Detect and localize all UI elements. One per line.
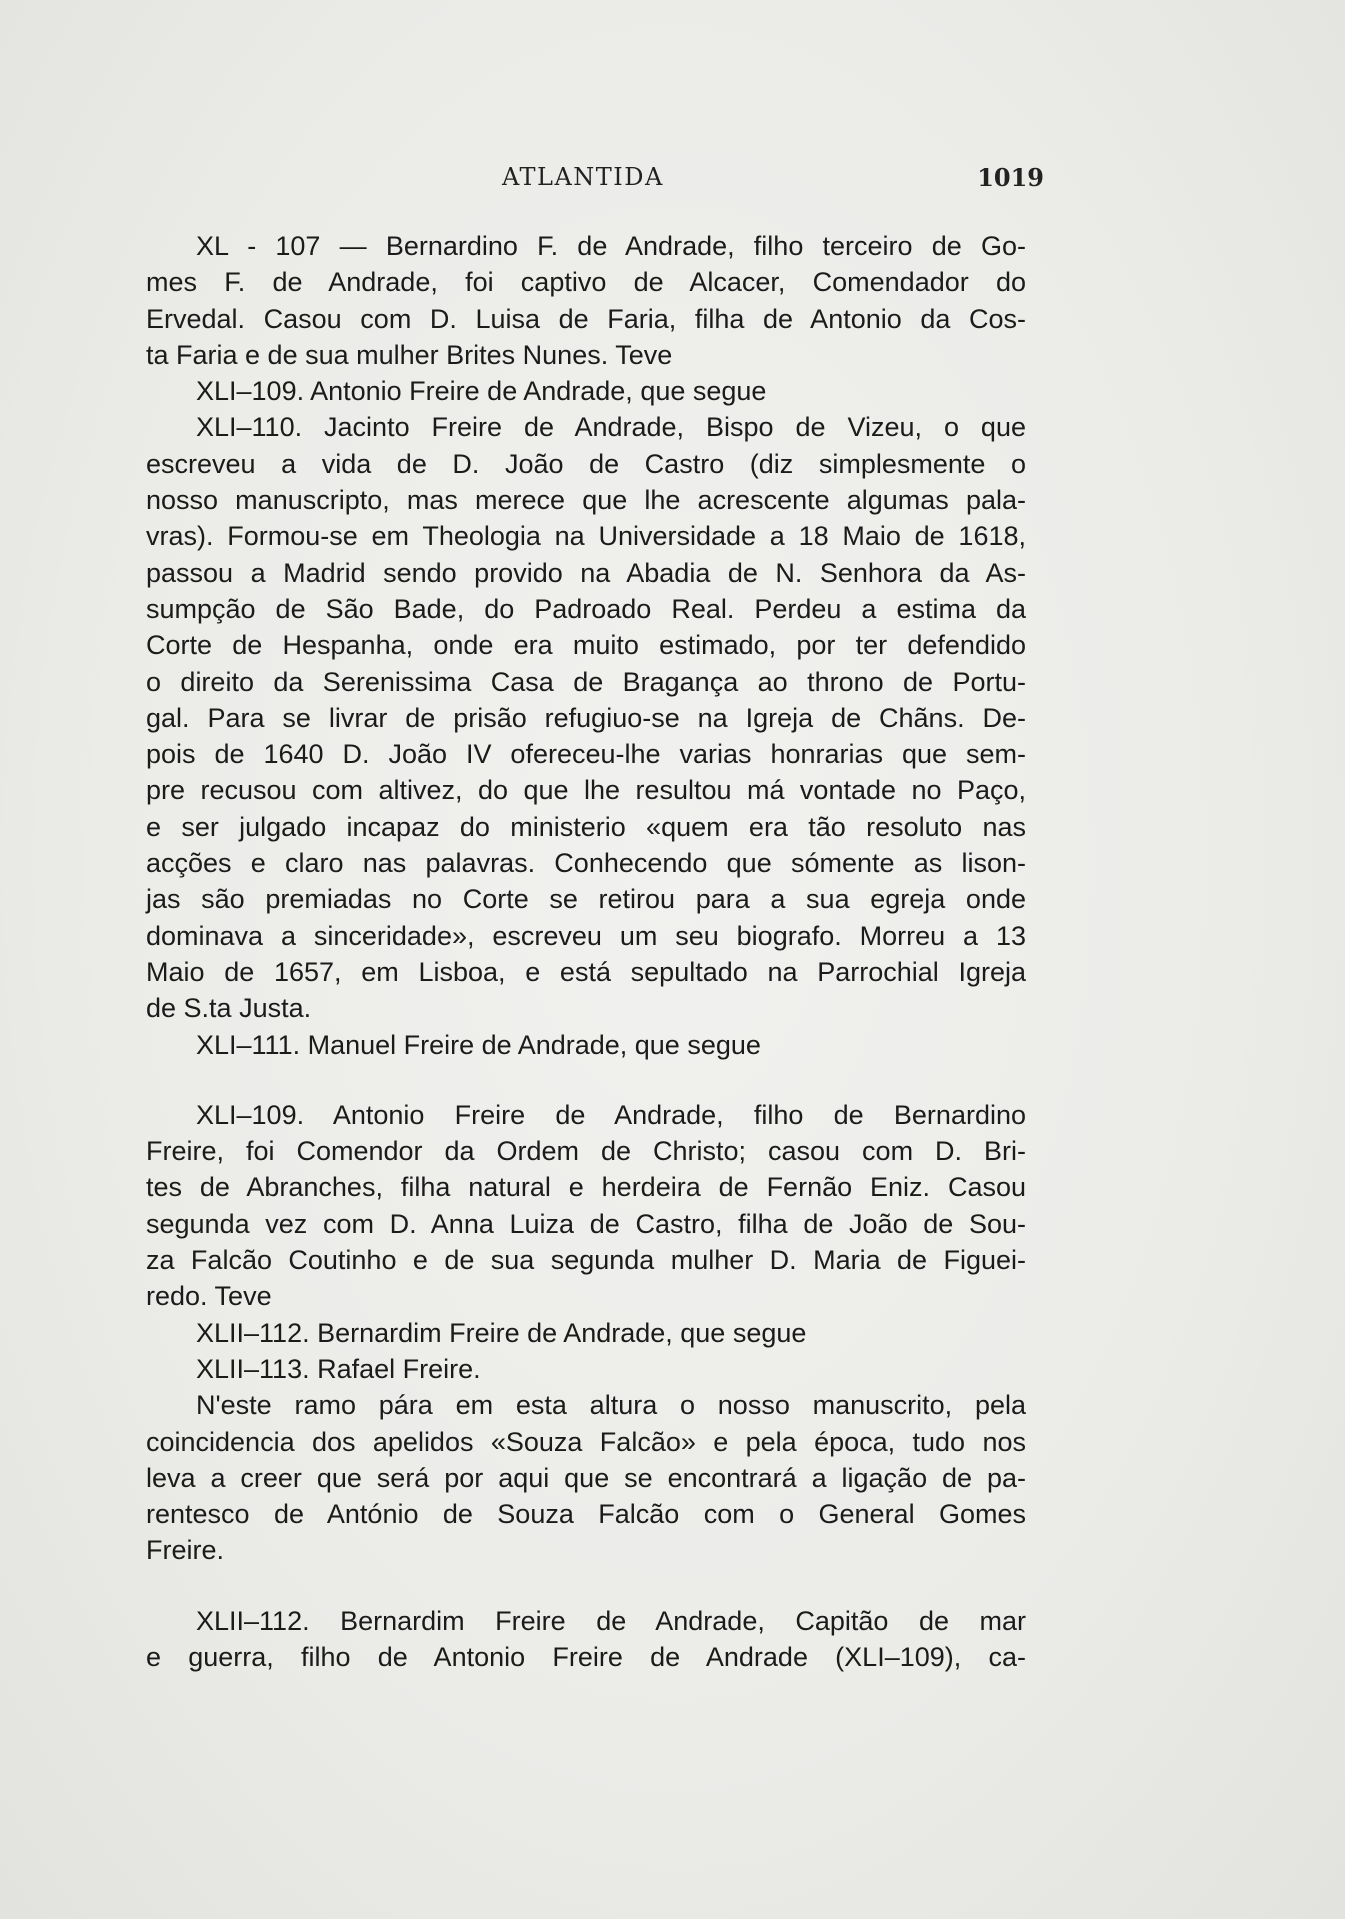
paragraph-gap (146, 1063, 1026, 1097)
text-line: Ervedal. Casou com D. Luisa de Faria, filha de Antonio da Cos- (146, 303, 1026, 334)
text-line: gal. Para se livrar de prisão refugiuo-se na Igreja de Chãns. De- (146, 702, 1026, 733)
body-text (146, 228, 1026, 1675)
text-line: Corte de Hespanha, onde era muito estimado, por ter defendido (146, 630, 1026, 661)
text-line: rentesco de António de Souza Falcão com o General Gomes (146, 1499, 1026, 1530)
text-line: XLII–112. Bernardim Freire de Andrade, Capitão de mar (196, 1605, 1026, 1636)
text-line: XLI–109. Antonio Freire de Andrade, filho de Bernardino (196, 1099, 1026, 1130)
text-line: N'este ramo pára em esta altura o nosso manuscrito, pela (196, 1390, 1026, 1421)
text-line: redo. Teve (146, 1281, 272, 1312)
text-line: Maio de 1657, em Lisboa, e está sepultado na Parrochial Igreja (146, 956, 1026, 987)
text-line: dominava a sinceridade», escreveu um seu biografo. Morreu a 13 (146, 920, 1026, 951)
text-line: passou a Madrid sendo provido na Abadia de N. Senhora da As- (146, 557, 1026, 588)
text-line: Freire, foi Comendor da Ordem de Christo; casou com D. Bri- (146, 1136, 1026, 1167)
text-line: tes de Abranches, filha natural e herdeira de Fernão Eniz. Casou (146, 1172, 1026, 1203)
paragraph-gap (146, 1569, 1026, 1603)
text-line: de S.ta Justa. (146, 993, 312, 1024)
page-header (146, 163, 1044, 197)
text-line: sumpção de São Bade, do Padroado Real. Perdeu a estima da (146, 593, 1026, 624)
text-line: escreveu a vida de D. João de Castro (diz simplesmente o (146, 448, 1026, 479)
text-line: mes F. de Andrade, foi captivo de Alcacer, Comendador do (146, 267, 1026, 298)
text-line: Freire. (146, 1535, 225, 1566)
text-line: ta Faria e de sua mulher Brites Nunes. Teve (146, 339, 673, 370)
text-line: pois de 1640 D. João IV ofereceu-lhe varias honrarias que sem- (146, 739, 1026, 770)
text-line: XLII–113. Rafael Freire. (196, 1353, 481, 1384)
text-line: acções e claro nas palavras. Conhecendo que sómente as lison- (146, 848, 1026, 879)
text-line: segunda vez com D. Anna Luiza de Castro, filha de João de Sou- (146, 1208, 1026, 1239)
text-line: za Falcão Coutinho e de sua segunda mulher D. Maria de Figuei- (146, 1245, 1026, 1276)
page-number: 1019 (977, 163, 1044, 192)
text-line: o direito da Serenissima Casa de Bragança ao throno de Portu- (146, 666, 1026, 697)
running-title: ATLANTIDA (502, 163, 664, 191)
text-line: XLII–112. Bernardim Freire de Andrade, que segue (196, 1317, 807, 1348)
text-line: coincidencia dos apelidos «Souza Falcão» e pela época, tudo nos (146, 1426, 1026, 1457)
text-line: XL - 107 — Bernardino F. de Andrade, filho terceiro de Go- (196, 231, 1026, 261)
text-line: pre recusou com altivez, do que lhe resultou má vontade no Paço, (146, 775, 1026, 806)
text-line: vras). Formou-se em Theologia na Universidade a 18 Maio de 1618, (146, 521, 1026, 552)
text-line: XLI–111. Manuel Freire de Andrade, que segue (196, 1029, 761, 1060)
text-line: XLI–110. Jacinto Freire de Andrade, Bispo de Vizeu, o que (196, 412, 1026, 443)
text-line: jas são premiadas no Corte se retirou para a sua egreja onde (146, 884, 1026, 915)
text-line: e guerra, filho de Antonio Freire de Andrade (XLI–109), ca- (146, 1641, 1026, 1672)
text-line: leva a creer que será por aqui que se encontrará a ligação de pa- (146, 1462, 1026, 1493)
text-line: nosso manuscripto, mas merece que lhe acrescente algumas pala- (146, 485, 1026, 516)
text-line: e ser julgado incapaz do ministerio «quem era tão resoluto nas (146, 811, 1026, 842)
text-line: XLI–109. Antonio Freire de Andrade, que segue (196, 376, 767, 407)
